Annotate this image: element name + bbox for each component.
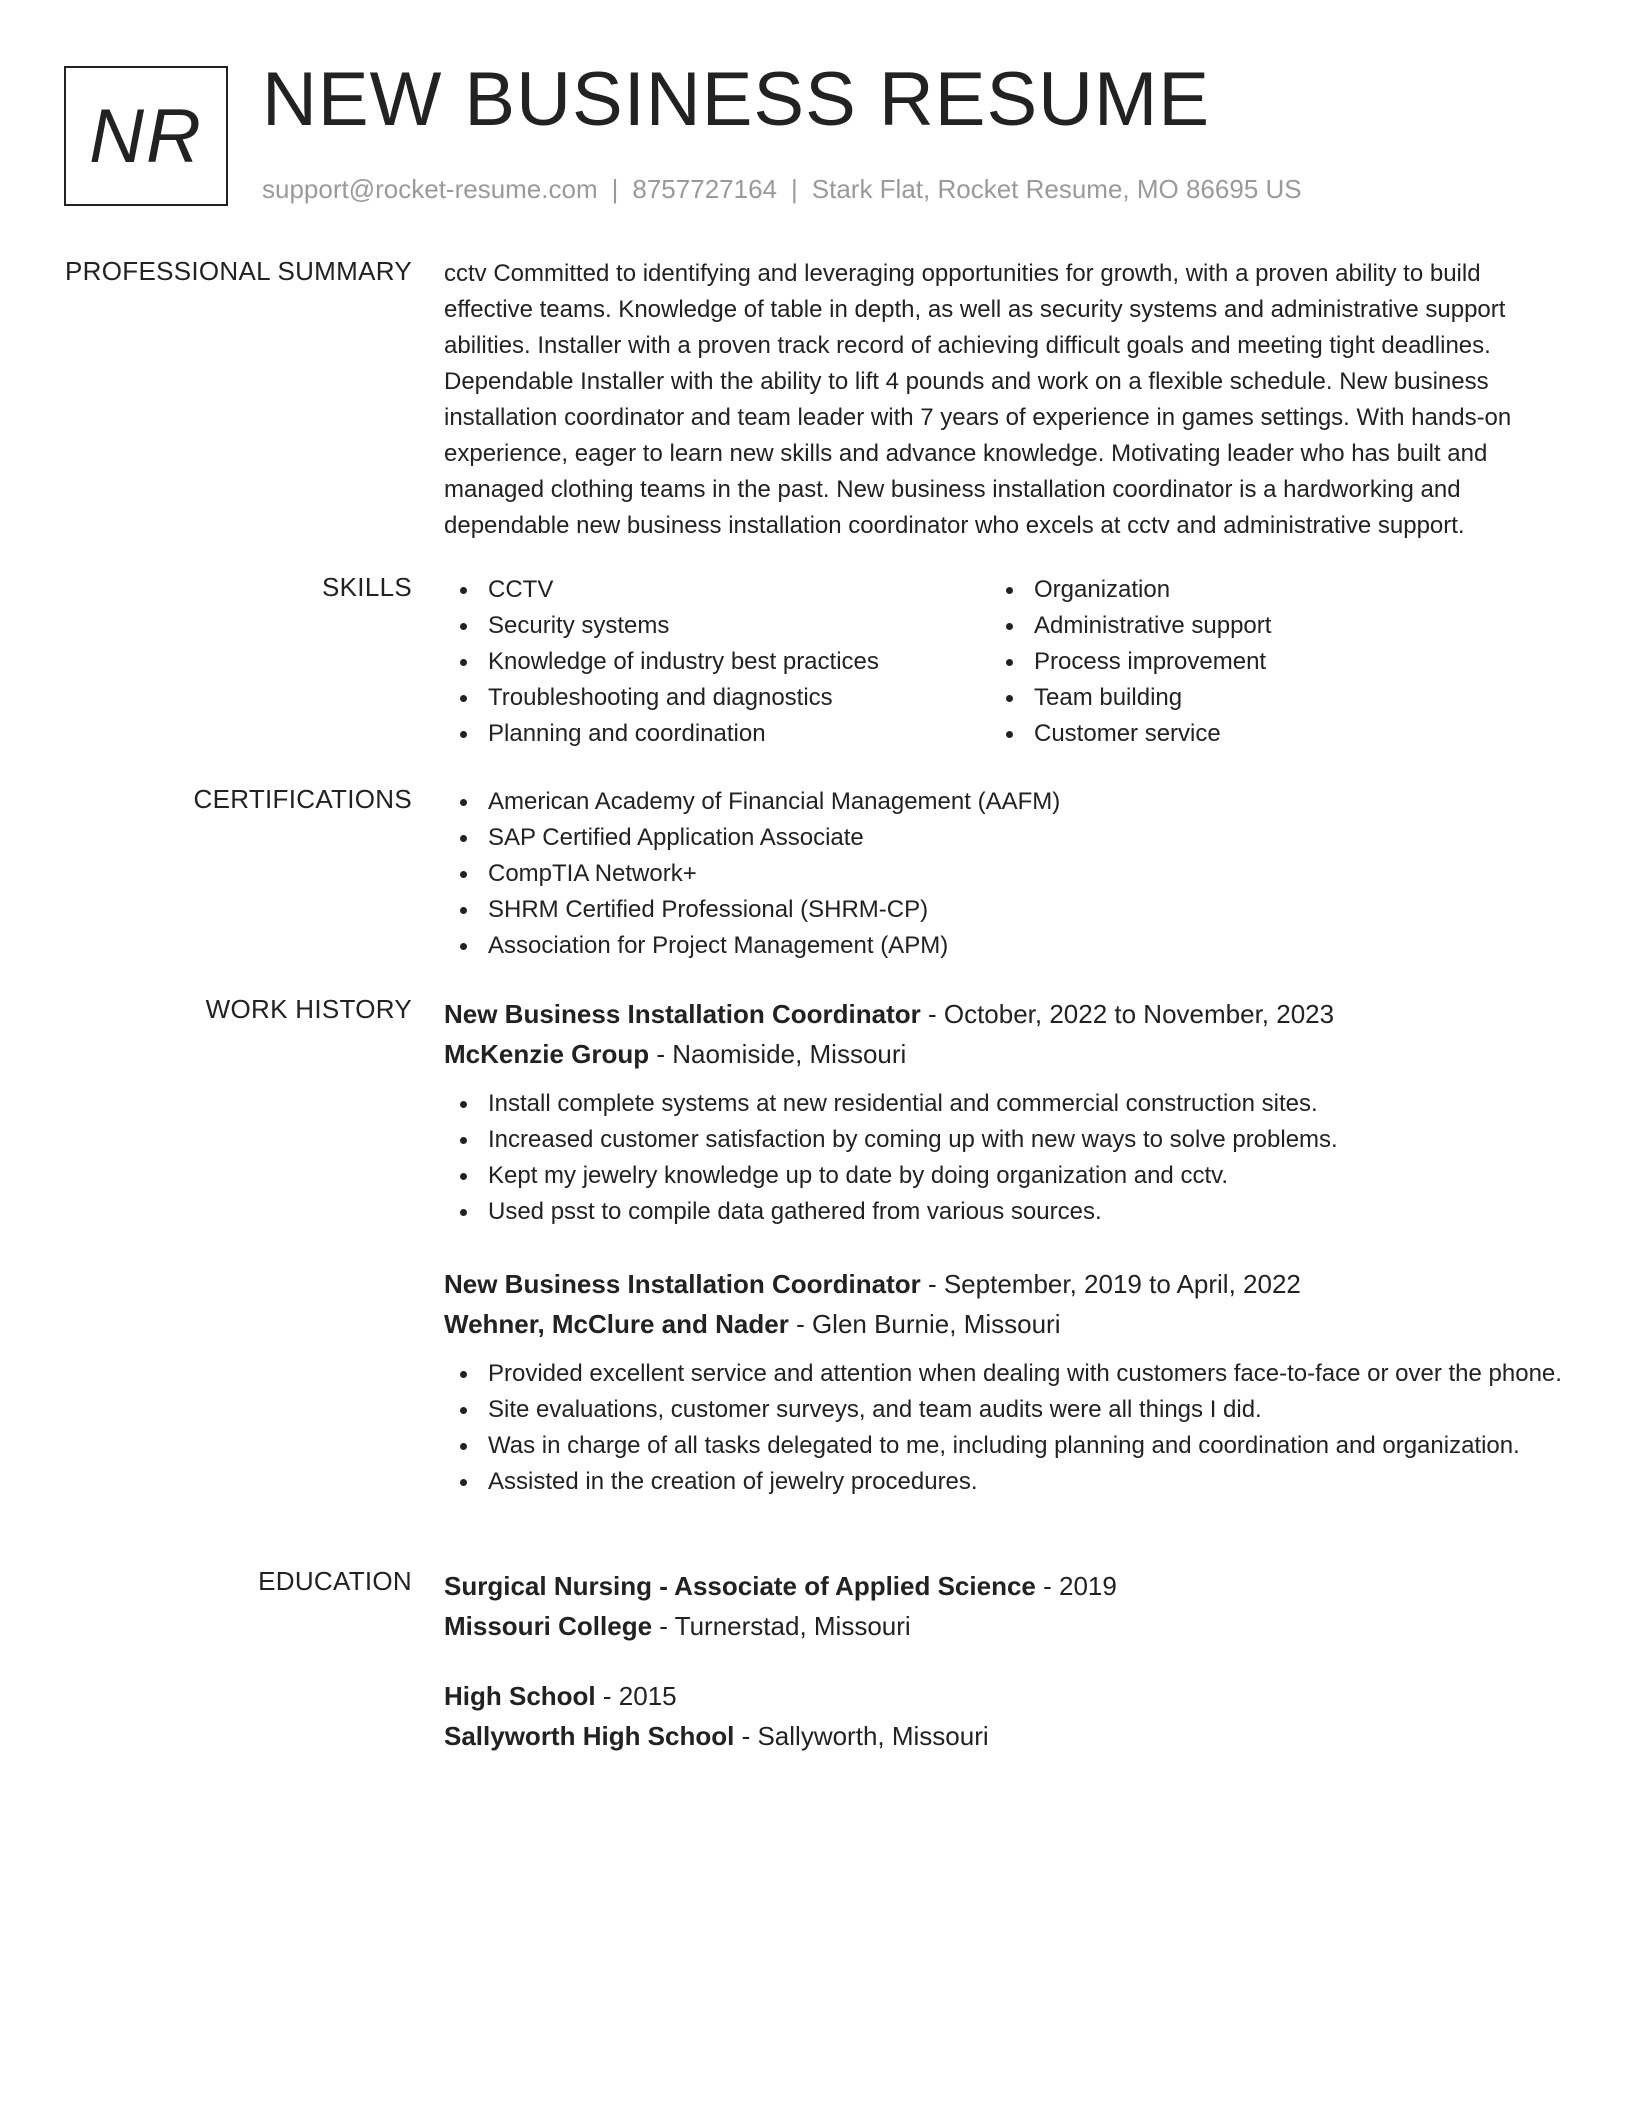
skill-item: Team building [990, 680, 1536, 716]
education-entry [444, 1566, 1564, 1646]
contact-line [262, 174, 1302, 205]
education-degree: Surgical Nursing - Associate of Applied Science [444, 1571, 1036, 1601]
education-school-line [444, 1716, 1564, 1756]
education-location: - Sallyworth, Missouri [734, 1721, 989, 1751]
education-school: Missouri College [444, 1611, 653, 1641]
job-duty: Provided excellent service and attention when dealing with customers face-to-face or over the phone. [444, 1356, 1564, 1392]
job-company-line [444, 1034, 1564, 1074]
job-duty: Assisted in the creation of jewelry procedures. [444, 1464, 1564, 1500]
skill-item: Process improvement [990, 644, 1536, 680]
education-body [444, 1566, 1564, 1756]
contact-phone: 8757727164 [632, 174, 777, 204]
contact-separator: | [791, 174, 798, 204]
summary-body [444, 256, 1564, 544]
job-title: New Business Installation Coordinator [444, 1269, 921, 1299]
certification-item: Association for Project Management (APM) [444, 928, 1564, 964]
education-degree-line [444, 1676, 1564, 1716]
job-duty: Kept my jewelry knowledge up to date by doing organization and cctv. [444, 1158, 1564, 1194]
certifications-body [444, 784, 1564, 964]
section-heading-summary: PROFESSIONAL SUMMARY [65, 256, 412, 286]
section-heading-certifications: CERTIFICATIONS [193, 784, 412, 814]
skill-item: Administrative support [990, 608, 1536, 644]
monogram-box [64, 66, 228, 206]
skills-list-right [990, 572, 1536, 752]
certifications-list [444, 784, 1564, 964]
skill-item: Organization [990, 572, 1536, 608]
job-duty: Used psst to compile data gathered from various sources. [444, 1194, 1564, 1230]
monogram-initials: NR [89, 93, 203, 179]
education-year: - 2015 [595, 1681, 677, 1711]
skill-item: Security systems [444, 608, 990, 644]
education-year: - 2019 [1035, 1571, 1117, 1601]
job-entry [444, 1264, 1564, 1500]
job-entry [444, 994, 1564, 1230]
education-degree-line [444, 1566, 1564, 1606]
certification-item: SHRM Certified Professional (SHRM-CP) [444, 892, 1564, 928]
job-duty: Install complete systems at new residential and commercial construction sites. [444, 1086, 1564, 1122]
skill-item: Planning and coordination [444, 716, 990, 752]
job-dates: - September, 2019 to April, 2022 [920, 1269, 1301, 1299]
skills-body [444, 572, 1564, 752]
certification-item: CompTIA Network+ [444, 856, 1564, 892]
job-title-line [444, 994, 1564, 1034]
skill-item: Knowledge of industry best practices [444, 644, 990, 680]
certification-item: American Academy of Financial Management (AAFM) [444, 784, 1564, 820]
work-history-body [444, 994, 1564, 1500]
certification-item: SAP Certified Application Associate [444, 820, 1564, 856]
skills-list-left [444, 572, 990, 752]
job-title-line [444, 1264, 1564, 1304]
job-duty: Was in charge of all tasks delegated to me, including planning and coordination and organization. [444, 1428, 1564, 1464]
skills-grid [444, 572, 1564, 752]
job-company-line [444, 1304, 1564, 1344]
contact-email: support@rocket-resume.com [262, 174, 598, 204]
job-location: - Glen Burnie, Missouri [788, 1309, 1061, 1339]
section-heading-skills: SKILLS [322, 572, 412, 602]
job-duty: Increased customer satisfaction by coming up with new ways to solve problems. [444, 1122, 1564, 1158]
education-entry [444, 1676, 1564, 1756]
section-heading-work-history: WORK HISTORY [205, 994, 412, 1024]
summary-text: cctv Committed to identifying and leveraging opportunities for growth, with a proven ability to build effective teams. Knowledge of table in depth, as well as security systems and administrative support abilities. Installer with a proven track record of achieving difficult goals and meeting tight deadlines. Dependable Installer with the ability to lift 4 pounds and work on a flexible schedule. New business installation coordinator and team leader with 7 years of experience in games settings. With hands-on experience, eager to learn new skills and advance knowledge. Motivating leader who has built and managed clothing teams in the past. New business installation coordinator is a hardworking and dependable new business installation coordinator who excels at cctv and administrative support. [444, 260, 1512, 539]
skill-item: Troubleshooting and diagnostics [444, 680, 990, 716]
job-location: - Naomiside, Missouri [649, 1039, 907, 1069]
education-location: - Turnerstad, Missouri [652, 1611, 911, 1641]
job-duty: Site evaluations, customer surveys, and team audits were all things I did. [444, 1392, 1564, 1428]
job-title: New Business Installation Coordinator [444, 999, 921, 1029]
job-dates: - October, 2022 to November, 2023 [920, 999, 1335, 1029]
education-degree: High School [444, 1681, 596, 1711]
skill-item: CCTV [444, 572, 990, 608]
contact-separator: | [611, 174, 619, 204]
job-company: Wehner, McClure and Nader [444, 1309, 789, 1339]
education-school: Sallyworth High School [444, 1721, 735, 1751]
contact-address: Stark Flat, Rocket Resume, MO 86695 US [811, 174, 1302, 204]
skill-item: Customer service [990, 716, 1536, 752]
job-company: McKenzie Group [444, 1039, 650, 1069]
job-duties-list [444, 1086, 1564, 1230]
job-duties-list [444, 1356, 1564, 1500]
resume-name: NEW BUSINESS RESUME [262, 57, 1211, 142]
section-heading-education: EDUCATION [258, 1566, 412, 1596]
education-school-line [444, 1606, 1564, 1646]
